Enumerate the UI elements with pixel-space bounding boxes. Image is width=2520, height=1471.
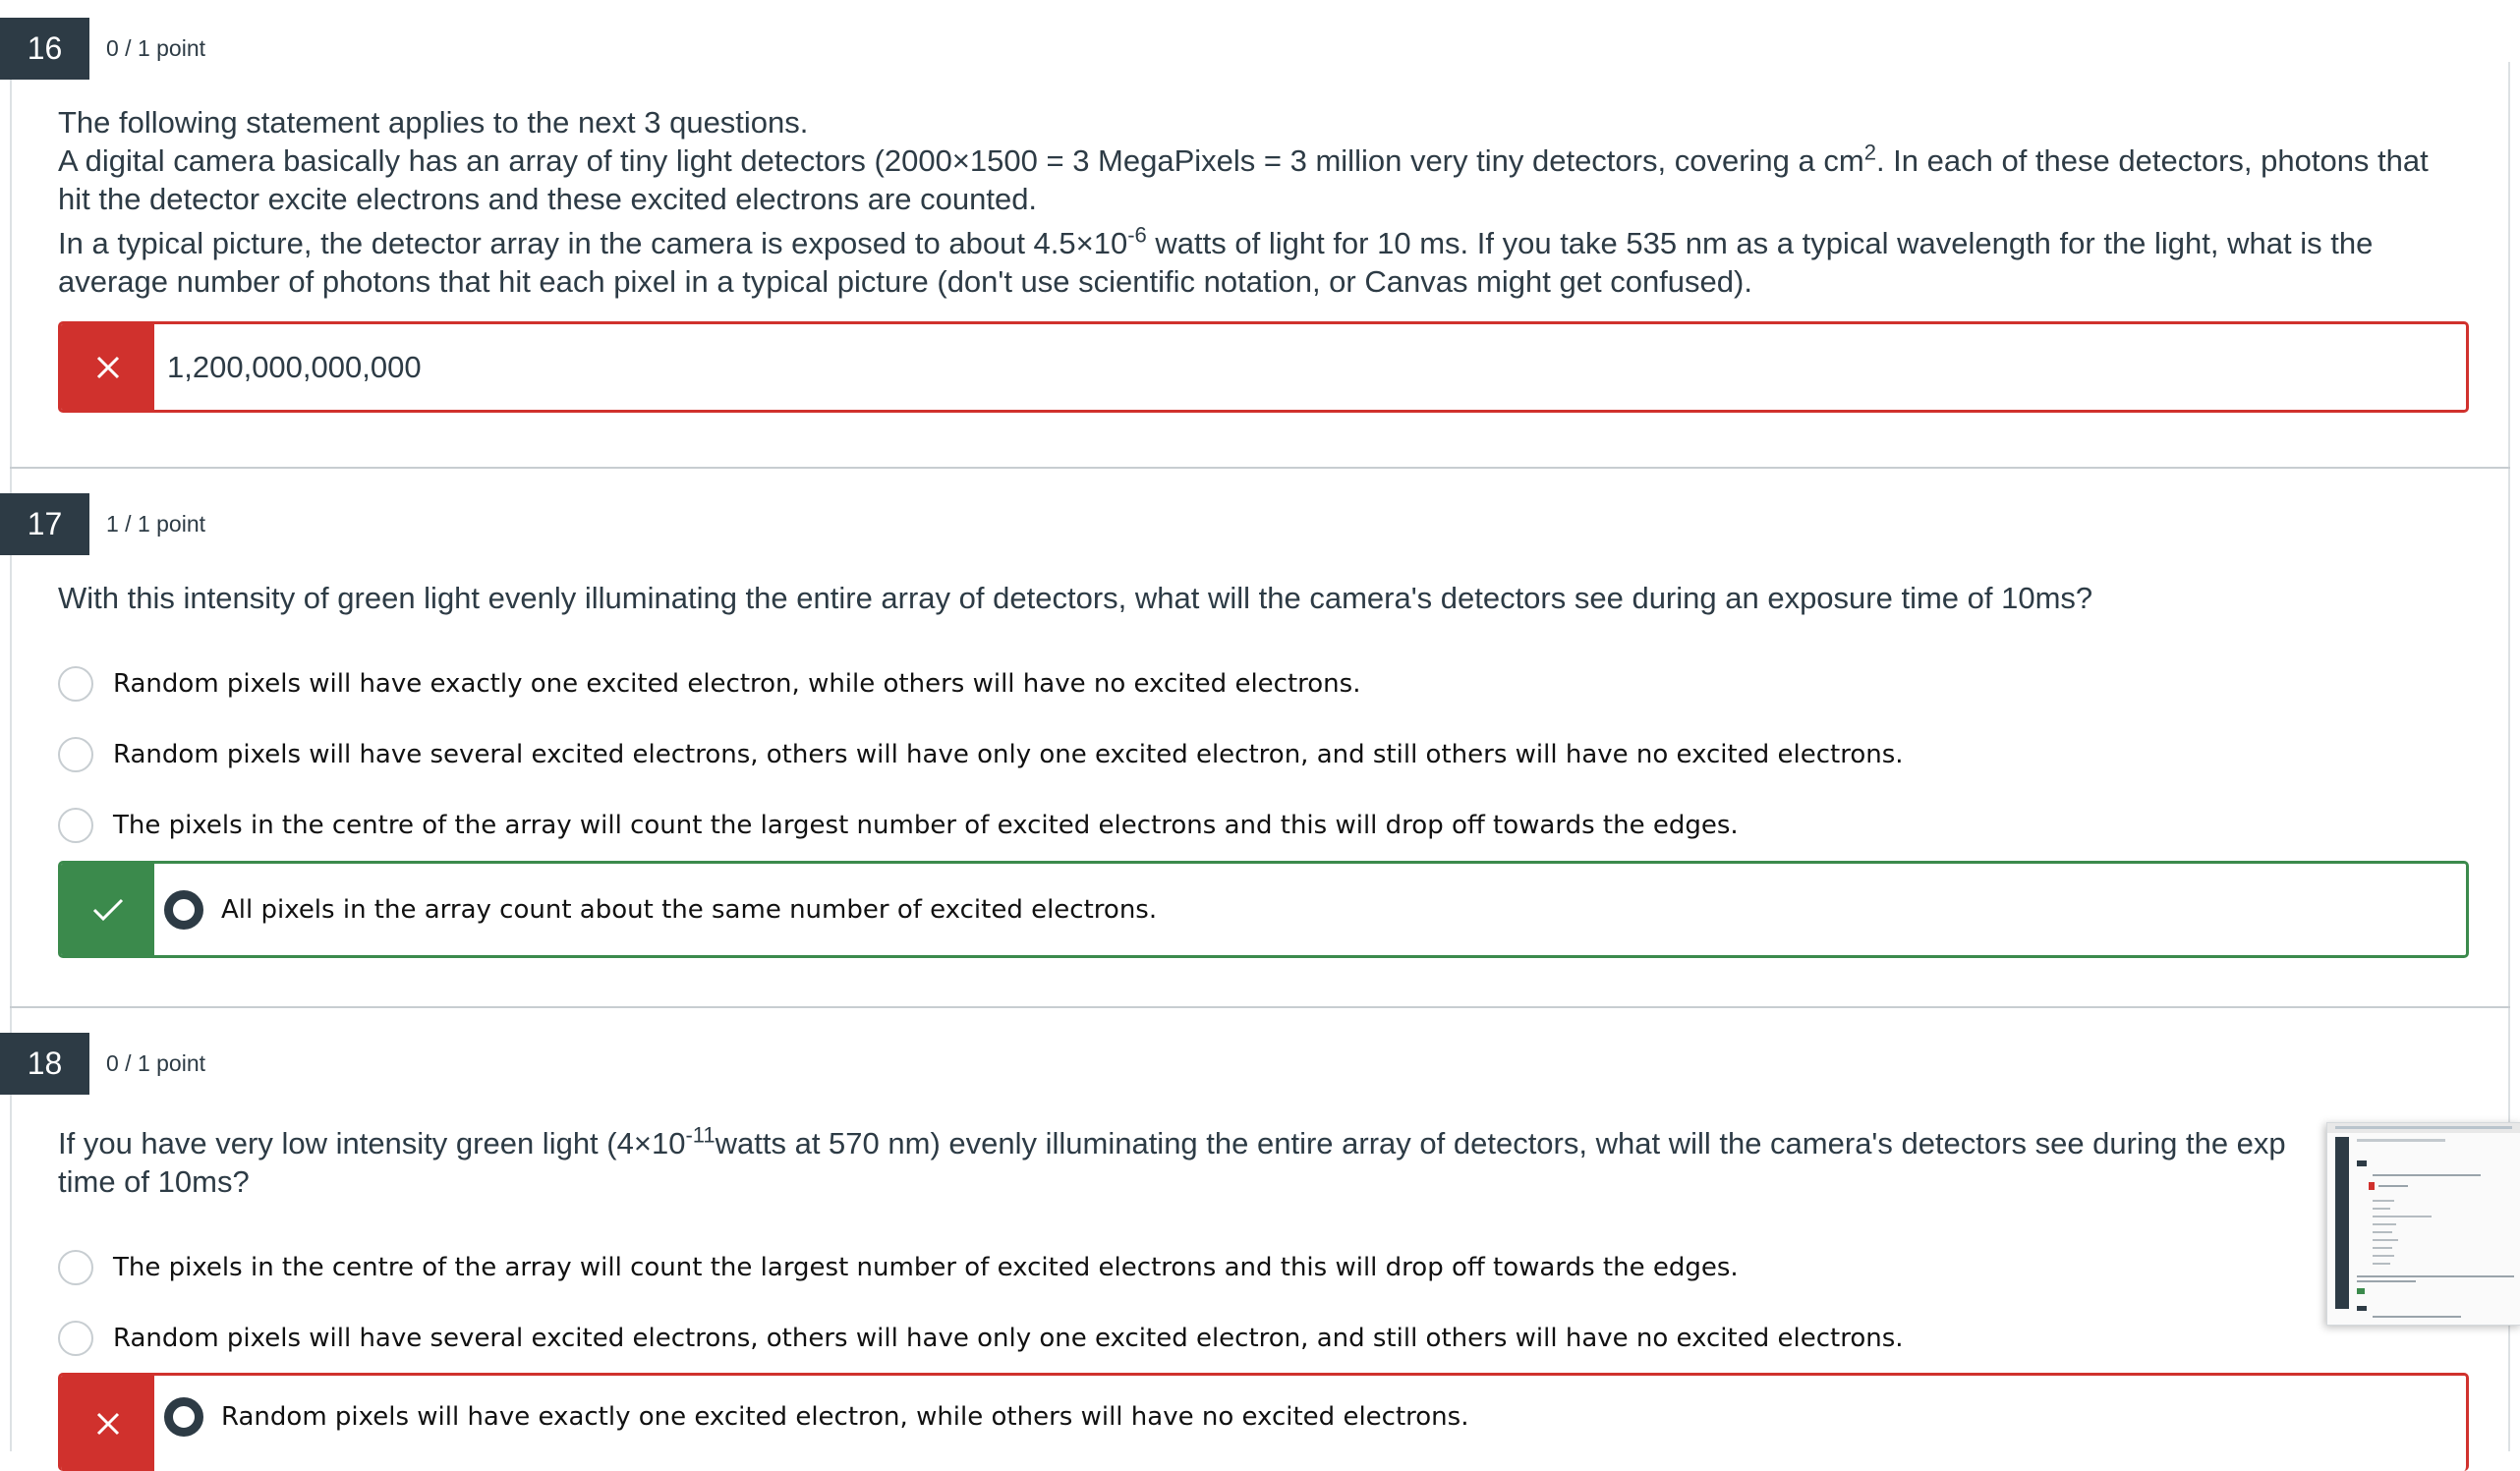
answer-option-label: All pixels in the array count about the same number of excited electrons. bbox=[221, 894, 1158, 925]
question-paragraph-1: A digital camera basically has an array of tiny light detectors (2000×1500 = 3 MegaPixels = 3 million very tiny detectors, covering a $cm^2$. In each of these detectors, photons that hit the detector excite electrons and these excited electrons are counted. bbox=[58, 140, 2429, 216]
answer-option-label: The pixels in the centre of the array will count the largest number of excited electrons and this will drop off towards the edges. bbox=[113, 811, 1739, 840]
answer-option-label: Random pixels will have several excited electrons, others will have only one excited electron, and still others will have no excited electrons. bbox=[113, 1324, 1904, 1353]
answer-option-label: Random pixels will have exactly one excited electron, while others will have no excited electrons. bbox=[113, 669, 1361, 699]
radio-button[interactable] bbox=[58, 1250, 93, 1285]
close-icon bbox=[94, 1410, 122, 1438]
answer-option-label: Random pixels will have exactly one excited electron, while others will have no excited electrons. bbox=[221, 1402, 1469, 1432]
answer-option[interactable] bbox=[58, 1317, 1904, 1360]
incorrect-flag bbox=[61, 1376, 154, 1471]
question-points: 0 / 1 point bbox=[106, 1050, 206, 1076]
question-points: 1 / 1 point bbox=[106, 511, 206, 537]
question-number-badge: 18 bbox=[0, 1033, 89, 1095]
question-number-badge: 17 bbox=[0, 493, 89, 555]
answer-option-label: Random pixels will have several excited electrons, others will have only one excited electron, and still others will have no excited electrons. bbox=[113, 740, 1904, 769]
question-intro: The following statement applies to the next 3 questions. bbox=[58, 105, 809, 140]
selected-answer[interactable] bbox=[164, 1376, 1468, 1458]
question-text-line-1: If you have very low intensity green light ($4\times 10^{-11}watts$ at 570 nm) evenly illuminating the entire array of detectors, what will the camera's detectors see during the exp bbox=[58, 1124, 2286, 1160]
numeric-answer-value: 1,200,000,000,000 bbox=[167, 349, 422, 384]
answer-option-label: The pixels in the centre of the array will count the largest number of excited electrons and this will drop off towards the edges. bbox=[113, 1253, 1739, 1282]
screenshot-thumbnail-preview[interactable] bbox=[2326, 1122, 2520, 1326]
question-text bbox=[58, 1124, 2328, 1201]
question-points: 0 / 1 point bbox=[106, 35, 206, 61]
radio-button[interactable] bbox=[58, 1321, 93, 1356]
question-paragraph-2: In a typical picture, the detector array in the camera is exposed to about $4.5\times 10^{-6}$ watts of light for 10 ms. If you take 535 nm as a typical wavelength for the light, what is the average number of photons that hit each pixel in a typical picture (don't use scientific notation, or Canvas might get confused). bbox=[58, 222, 2374, 299]
radio-button-selected[interactable] bbox=[164, 1397, 203, 1437]
screenshot-thumbnail-icon bbox=[2327, 1123, 2520, 1325]
question-text: With this intensity of green light evenly illuminating the entire array of detectors, what will the camera's detectors see during an exposure time of 10ms? bbox=[58, 581, 2093, 615]
answer-incorrect-box[interactable] bbox=[58, 1373, 2469, 1471]
answer-option[interactable] bbox=[58, 1246, 1739, 1289]
question-text-line-2: time of 10ms? bbox=[58, 1164, 250, 1199]
question-number-badge: 16 bbox=[0, 18, 89, 80]
